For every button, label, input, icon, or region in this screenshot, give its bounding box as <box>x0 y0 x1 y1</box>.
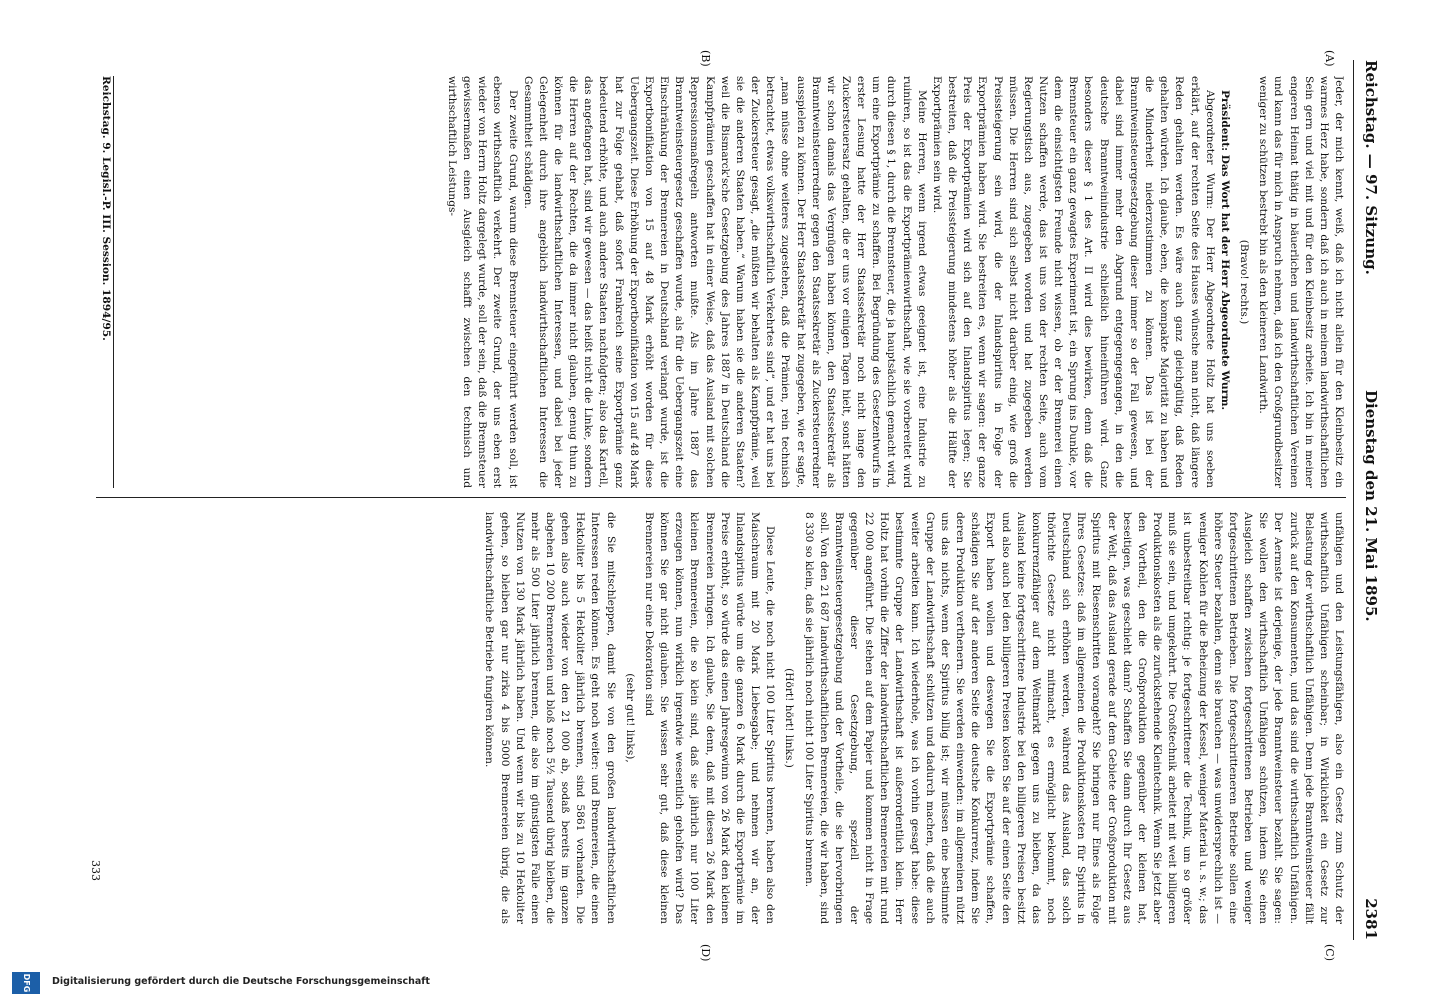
footer-session: Reichstag. 9. Legisl.-P. III. Session. 1894/95. <box>100 76 112 341</box>
president-line: Präsident: Das Wort hat der Herr Abgeordnete Wurm. <box>1218 90 1231 411</box>
header-column-number: 2381 <box>1362 898 1380 940</box>
page-number: 333 <box>89 860 102 881</box>
dfg-logo-icon: DFG <box>12 972 40 994</box>
margin-mark-a: (A) <box>1323 50 1336 67</box>
paragraph: die Sie mitschleppen, damit Sie von den großen landwirthschaftlichen Interessen reden können. Es geht noch weiter: und Brennereien, die einen Hektoliter bis 5 Hektoliter jährlich brennen, sind 5861 vorhanden. Die gehen also auch wieder von den 21 000 ab, sodaß bereits im ganzen abgehen 10 200 Brennereien und bloß noch 5½ Tausend übrig bleiben, die mehr als 500 Liter jährlich brennen, die also im günstigsten Falle einen Nutzen von 130 Mark jährlich haben. Und wenn wir bis zu 10 Hektoliter gehen, so bleiben gar nur zirka 4 bis 5000 Brennereien übrig, die als landwirthschaftliche Betriebe fungiren können. <box>483 512 617 924</box>
interjection: (Hört! hört! links.) <box>783 668 796 768</box>
paragraph: Diese Leute, die noch nicht 100 Liter Spiritus brennen, haben also den Maischraum mit 20 Mark Liebesgabe; und nehmen wir an, der Inlandspiritus würde um die ganzen 6 Mark durch die Exportprämie im Preise erhöht, so würde das einen Jahresgewinn von 26 Mark den kleinen Brennereien bringen. Ich glaube, Sie denn, daß mit diesen 26 Mark den kleinen Brennereien, die so klein sind, daß sie jährlich nur 100 Liter erzeugen können, nun wirklich irgendwie wesentlich geholfen wird? Das können Sie gar nicht glauben. Sie wissen sehr gut, daß diese kleinen Brennereien nur eine Dekoration sind <box>642 512 777 924</box>
right-column <box>96 512 1346 924</box>
header-rule <box>1353 60 1354 940</box>
digitization-notice: Digitalisierung gefördert durch die Deutsche Forschungsgemeinschaft <box>52 976 430 987</box>
interjection: (sehr gut! links), <box>623 673 636 763</box>
paragraph: Der zweite Grund, warum diese Brennsteuer eingeführt werden soll, ist ebenso wirthschaftlich verkehrt. Der zweite Grund, der uns eben erst wieder von Herrn Holtz dargelegt wurde, soll der sein, daß die Brennsteuer gewissermaßen einen Ausgleich schafft zwischen den technisch und wirthschaftlich Leistungs- <box>445 76 519 488</box>
column-divider <box>96 497 1346 498</box>
margin-mark-b: (B) <box>699 50 712 67</box>
running-head <box>1356 60 1380 940</box>
paragraph: Jeder, der mich kennt, weiß, daß ich nicht allein für den Kleinbesitz ein warmes Herz habe, sondern daß ich auch in meinem landwirthschaftlichen Sein gern und viel mit und für den Kleinbesitz arbeite. Ich bin in meiner engeren Heimat thätig in bäuerlichen und landwirthschaftlichen Vereinen und kann das für mich in Anspruch nehmen, daß ich den Großgrundbesitzer weniger zu schützen bestrebt bin als den kleineren Landwirth. <box>1257 76 1345 488</box>
paragraph: Abgeordneter Wurm: Der Herr Abgeordnete Holtz hat uns soeben erklärt, auf der rechten Seite des Hauses wünsche man nicht, daß längere Reden gehalten werden. Es wäre auch ganz gleichgültig, daß Reden gehalten würden. Ich glaube, eben, die kompakte Majorität zu haben und die Minderheit niederzustimmen zu können. Das ist bei der Branntweinsteuergesetzgebung dieser immer so der Fall gewesen, und dabei sind immer mehr den Abgrund entgegengegangen, in den die deutsche Branntweinindustrie schließlich hineinführen wird. Ganz besonders dieser § 1 des Art. II wird dies bewirken, denn daß die Brennsteuer ein ganz gewagtes Experiment ist, ein Sprung ins Dunkle, vor dem die einsichtigsten Freunde nicht wissen, ob er der Brennerei einen Nutzen schaffen werde, das ist uns von der rechten Seite, auch vom Regierungstisch aus, zugegeben worden und hat zugegeben werden müssen. Die Herren sind sich selbst nicht darüber einig, wie groß die Preissteigerung sein wird, die der Inlandspiritus in Folge der Exportprämien haben wird. Sie bestreiten es, wenn wir sagen: der ganze Preis der Exportprämien wird sich auf den Inlandspiritus legen; Sie bestreiten, daß die Preissteigerung mindestens höher als die Hälfte der Exportprämien sein wird. <box>930 76 1216 488</box>
header-date: Dienstag den 21. Mai 1895. <box>1362 390 1380 622</box>
header-session: Reichstag. — 97. Sitzung. <box>1362 60 1380 275</box>
interjection: (Bravo! rechts.) <box>1238 239 1251 325</box>
margin-mark-c: (C) <box>1323 944 1336 961</box>
paragraph: unfähigen und den Leistungsfähigen, also ein Gesetz zum Schutz der wirthschaftlich Unfähigen scheinbar; in Wirklichkeit ein Gesetz zur Belastung der wirthschaftlich Unfähigen. Denn jede Branntweinsteuer fällt zurück auf den Konsumenten, und das sind die wirthschaftlich Unfähigen. Der Aermste ist derjenige, der jede Branntweinsteuer bezahlt. Sie sagen: Sie wollen den wirthschaftlich Unfähigen schützen, indem Sie einen Ausgleich schaffen zwischen fortgeschrittenen Betrieben und weniger fortgeschrittenen Betrieben. Die fortgeschritteneren Betriebe sollen eine höhere Steuer bezahlen, denn sie brauchen — was unwidersprechlich ist — weniger Kohlen für die Beheizung der Kessel, weniger Material u. s. w.; das ist unbestreitbar richtig: je fortgeschrittener die Technik, um so größer muß sie sein, und umgekehrt. Die Großtechnik arbeitet mit weit billigeren Produktionskosten als die zurückstehende Kleintechnik. Wenn Sie jetzt aber den Vortheil, den die Großproduktion gegenüber der kleinen hat, beseitigen, was geschieht dann? Schaffen Sie dann durch Ihr Gesetz aus der Welt, daß das Ausland gerade auf dem Gebiete der Großproduktion mit Spiritus mit Riesenschritten vorangeht? Sie bringen nur Eines als Folge Ihres Gesetzes: daß im allgemeinen die Produktionskosten für Spiritus in Deutschland sich erhöhen werden, während das Ausland, das solch thörichte Gesetze nicht mitmacht, es ermöglicht bekommt, noch konkurrenzfähiger auf dem Weltmarkt gegen uns zu bleiben, da das Ausland keine fortgeschrittene Industrie bei den billigeren Preisen besitzt und also auch bei den billigeren Preisen kosten Sie auf der einen Seite den Export haben wollen und deswegen Sie die Exportprämie schaffen, schädigen Sie auf der anderen Seite die deutsche Konkurrenz, indem Sie deren Produktion verthenern. Sie werden einwenden: im allgemeinen nützt uns das nichts, wenn der Spiritus billig ist; wir müssen eine bestimmte Gruppe der Landwirthschaft schützen und dadurch machen, daß die auch weiter arbeiten kann. Ich wiederhole, was ich vorhin gesagt habe: diese bestimmte Gruppe der Landwirthschaft ist außerordentlich klein. Herr Holtz hat vorhin die Ziffer der landwirthschaftlichen Brennereien mit rund 22 000 angeführt. Die stehen auf dem Papier und kommen nicht in Frage gegenüber dieser Gesetzgebung, speziell der Branntweinsteuergesetzgebung und der Vortheile, die sie hervorbringen soll. Von den 21 687 landwirthschaftlichen Brennereien, die wir haben, sind 8 330 so klein, daß sie jährlich noch nicht 100 Liter Spiritus brennen. <box>802 512 1345 924</box>
left-column <box>96 76 1346 488</box>
margin-mark-d: (D) <box>699 944 712 962</box>
paragraph: Meine Herren, wenn irgend etwas geeignet ist, eine Industrie zu ruiniren, so ist das die Exportprämienwirthschaft, wie sie vorbereitet wird durch diesen § 1, durch die Brennsteuer, die ja hauptsächlich gemacht wird, um eine Exportprämie zu schaffen. Bei Begründung des Gesetzentwurfs in erster Lesung hatte der Herr Staatssekretär noch nicht lange den Zuckersteuersatz gehalten, die er uns vor einigen Tagen hielt, sonst hätten wir schon damals das Vergnügen haben können, den Staatssekretär als Branntweinsteuerredner gegen den Staatssekretär als Zuckersteuerredner ausspielen zu können. Der Herr Staatssekretär hat zugegeben, wie er sagte, „man müsse ohne weiteres zugestehen, daß die Prämien, rein technisch betrachtet, etwas volkswirthschaftlich Verkehrtes sind“, und er hat uns bei der Zuckersteuer gesagt, „die müßten wir behalten als Kampfprämie, weil sie die anderen Staaten haben.“ Warum haben sie die anderen Staaten? weil die Bismarck'sche Gesetzgebung des Jahres 1887 in Deutschland die Kampfprämien geschaffen hat in einer Weise, daß das Ausland mit solchen Repressionsmaßregeln antworten mußte. Als im Jahre 1887 das Branntweinsteuergesetz geschaffen wurde, als für die Uebergangszeit eine Einschränkung der Brennereien in Deutschland verlangt wurde, ist die Exportbonifikation von 15 auf 48 Mark erhöht worden für diese Uebergangszeit. Diese Erhöhung der Exportbonifikation von 15 auf 48 Mark hat zur Folge gehabt, daß sofort Frankreich seine Exportprämie ganz bedeutend erhöhte, und auch andere Staaten nachfolgten; also das Kartell, das angefangen hat, sind wir gewesen — das heißt nicht die Linke, sondern die Herren auf der Rechten, die da immer nicht glauben, genug thun zu können für die landwirthschaftlichen Interessen, und dabei bei jeder Gelegenheit durch ihre angeblich landwirthschaftlichen Interessen die Gesammtheit schädigen. <box>521 76 928 488</box>
footer-rule <box>113 76 114 488</box>
